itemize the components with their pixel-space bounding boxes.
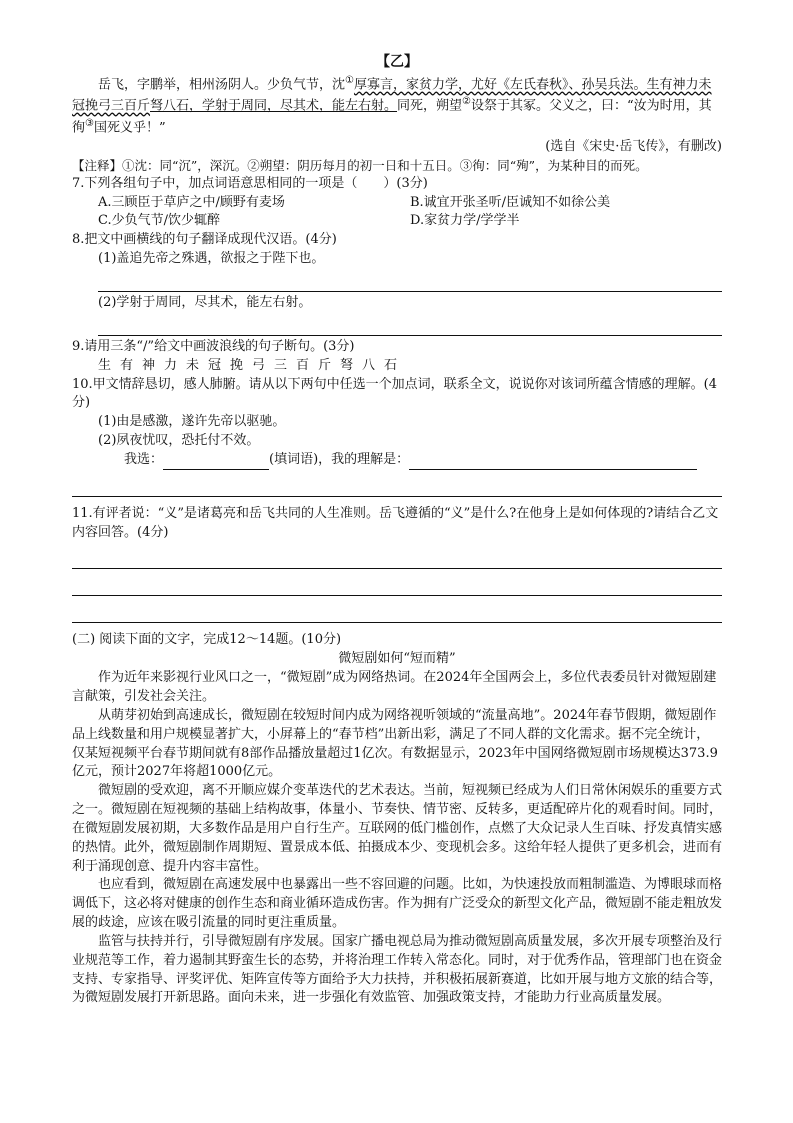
question-7-stem: 7.下列各组句子中，加点词语意思相同的一项是（ ）(3分) bbox=[72, 175, 428, 191]
understanding-blank[interactable] bbox=[409, 469, 697, 470]
passage-yi-text bbox=[72, 74, 722, 138]
answer-line bbox=[72, 571, 722, 596]
answer-line bbox=[72, 598, 722, 623]
answer-line bbox=[98, 271, 722, 292]
option-c: C.少负气节/饮少辄醉 bbox=[98, 213, 220, 229]
question-9-stem: 9.请用三条“/”给文中画波浪线的句子断句。(3分) bbox=[72, 338, 355, 354]
option-b: B.诚宜开张圣听/臣诚知不如徐公美 bbox=[410, 194, 611, 210]
note-marker: ① bbox=[345, 75, 354, 87]
question-9-characters: 生有神力未冠挽弓三百斤弩八石 bbox=[98, 357, 407, 373]
answer-line bbox=[72, 472, 722, 497]
passage-yi-label: 【乙】 bbox=[376, 54, 418, 70]
note-marker: ② bbox=[462, 96, 472, 108]
question-8-sentence-2: (2)学射于周同，尽其术，能左右射。 bbox=[98, 295, 312, 310]
passage-source: (选自《宋史·岳飞传》，有删改) bbox=[545, 138, 722, 154]
answer-line bbox=[98, 315, 722, 336]
article-paragraph: 监管与扶持并行，引导微短剧有序发展。国家广播电视总局为推动微短剧高质量发展，多次开展专项整治及行业规范等工作，着力遏制其野蛮生长的态势，并将治理工作转入常态化。同时，对于优秀作品，管理部门也在资金支持、专家指导、评奖评优、矩阵宣传等方面给予大力扶持，并积极拓展新赛道，比如开展与地方文旅的结合等，为微短剧发展打开新思路。面向未来，进一步强化有效监管、加强政策支持，才能助力行业高质量发展。 bbox=[72, 933, 723, 1006]
passage-yi-part: 设祭于其冢。父义之，曰：“汝为时用，其徇 bbox=[72, 98, 712, 135]
article-paragraph: 作为近年来影视行业风口之一，“微短剧”成为网络热词。在2024年全国两会上，多位代表委员针对微短剧建言献策，引发社会关注。 bbox=[72, 670, 717, 704]
fill-note: (填词语)，我的理解是： bbox=[269, 451, 410, 467]
exam-page bbox=[72, 52, 722, 1008]
question-10-option-1: (1)由是感激，遂许先帝以驱驰。 bbox=[98, 414, 286, 430]
passage-yi-part: 同死，朔望 bbox=[397, 98, 463, 114]
question-8-stem: 8.把文中画横线的句子翻译成现代汉语。(4分) bbox=[72, 232, 337, 248]
article-paragraph: 也应看到，微短剧在高速发展中也暴露出一些不容回避的问题。比如，为快速投放而粗制滥造、为博眼球而格调低下，这必将对健康的创作生态和商业循环造成伤害。作为拥有广泛受众的新型文化产品，微短剧不能走粗放发展的歧途，应该在吸引流量的同时更注重质量。 bbox=[72, 877, 723, 931]
article-paragraph: 微短剧的受欢迎，离不开顺应媒介变革迭代的艺术表达。当前，短视频已经成为人们日常休闲娱乐的重要方式之一。微短剧在短视频的基础上结构故事，体量小、节奏快、情节密、反转多，更适配碎片化的观看时间。同时，在微短剧发展初期，大多数作品是用户自行生产。互联网的低门槛创作，点燃了大众记录人生百味、抒发真情实感的热情。此外，微短剧制作周期短、置景成本低、拍摄成本少、变现机会多。这给年轻人提供了更多机会，进而有利于涌现创意、提升内容丰富性。 bbox=[72, 783, 723, 874]
question-10-stem: 10.甲文情辞恳切，感人肺腑。请从以下两句中任选一个加点词，联系全文，说说你对该词所蕴含情感的理解。(4分) bbox=[72, 376, 718, 411]
word-blank[interactable] bbox=[163, 469, 269, 470]
question-11-stem: 11.有评者说：“义”是诸葛亮和岳飞共同的人生准则。岳飞遵循的“义”是什么?在他身上是如何体现的?请结合乙文内容回答。(4分) bbox=[72, 505, 719, 540]
question-10-option-2: (2)夙夜忧叹，恐托付不效。 bbox=[98, 433, 260, 449]
question-8-sentence-1: (1)盖追先帝之殊遇，欲报之于陛下也。 bbox=[98, 251, 325, 267]
option-d: D.家贫力学/学学半 bbox=[410, 213, 520, 229]
section-2-header: (二) 阅读下面的文字，完成12～14题。(10分) bbox=[72, 632, 342, 648]
question-7-options bbox=[72, 194, 722, 232]
choose-label: 我选： bbox=[124, 451, 164, 467]
question-10-answer-row bbox=[72, 451, 722, 470]
passage-notes: 【注释】①沈：同“沉”，深沉。②朔望：阴历每月的初一日和十五日。③徇：同“殉”，为某种目的而死。 bbox=[72, 157, 648, 173]
option-a: A.三顾臣于草庐之中/顾野有麦场 bbox=[98, 194, 285, 210]
underlined-sentence: 弩八石，学射于周同，尽其术，能左右射。 bbox=[150, 98, 398, 114]
passage-yi-part: 国死义乎！” bbox=[93, 119, 166, 135]
article-title: 微短剧如何“短而精” bbox=[338, 651, 456, 667]
wavy-sentence-part: 厚寡言，家贫力学，尤好《左氏春秋》、孙吴兵法。生有神力未冠挽弓三百斤 bbox=[72, 77, 712, 114]
article-paragraph: 从萌芽初始到高速成长，微短剧在较短时间内成为网络视听领域的“流量高地”。2024年春节假期，微短剧作品上线数量和用户规模显著扩大，小屏幕上的“春节档”出新出彩，满足了不同人群的文化需求。据不完全统计，仅某短视频平台春节期间就有8部作品播放量超过1亿次。有数据显示，2023年中国网络微短剧市场规模达373.9亿元，预计2027年将超1000亿元。 bbox=[72, 707, 718, 780]
note-marker: ③ bbox=[85, 117, 94, 129]
answer-line bbox=[72, 544, 722, 569]
passage-yi-part: 岳飞，字鹏举，相州汤阴人。少负气节，沈 bbox=[98, 77, 346, 93]
